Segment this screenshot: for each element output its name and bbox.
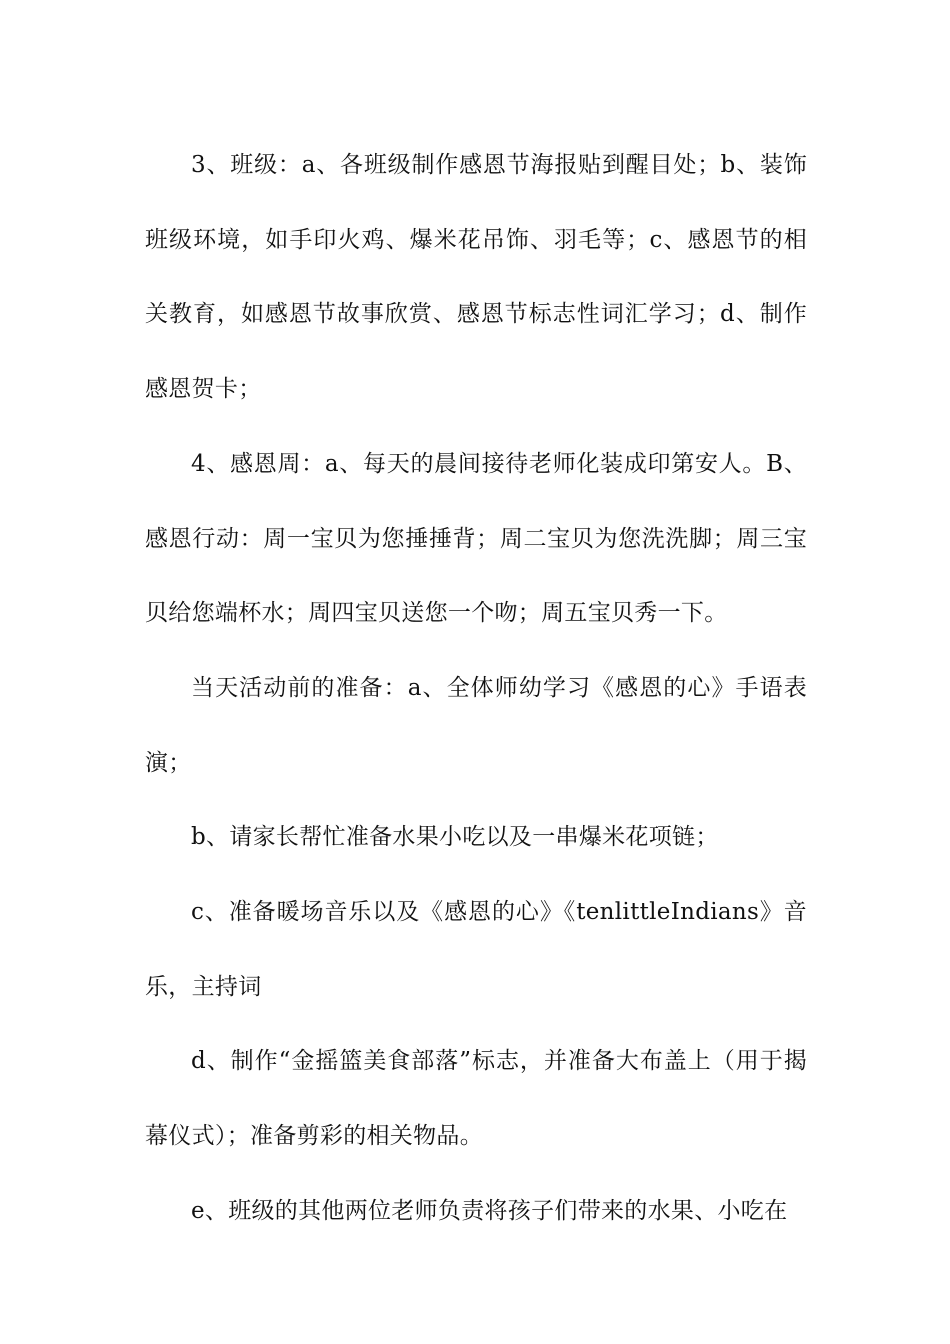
paragraph-item-e: e、班级的其他两位老师负责将孩子们带来的水果、小吃在 bbox=[191, 1197, 788, 1224]
paragraph-item-d: d、制作“金摇篮美食部落”标志，并准备大布盖上（用于揭幕仪式）；准备剪彩的相关物品。 bbox=[145, 1048, 807, 1150]
paragraph-class-activities: 3、班级：a、各班级制作感恩节海报贴到醒目处；b、装饰班级环境，如手印火鸡、爆米花吊饰、羽毛等；c、感恩节的相关教育，如感恩节故事欣赏、感恩节标志性词汇学习；d、制作感恩贺卡； bbox=[145, 152, 807, 403]
paragraph-thanksgiving-week: 4、感恩周：a、每天的晨间接待老师化装成印第安人。B、感恩行动：周一宝贝为您捶捶背；周二宝贝为您洗洗脚；周三宝贝给您端杯水；周四宝贝送您一个吻；周五宝贝秀一下。 bbox=[145, 450, 807, 627]
document-body bbox=[145, 128, 807, 1249]
paragraph-preparation: 当天活动前的准备：a、全体师幼学习《感恩的心》手语表演； bbox=[145, 674, 807, 776]
paragraph-item-b: b、请家长帮忙准备水果小吃以及一串爆米花项链； bbox=[191, 824, 719, 851]
paragraph-item-c: c、准备暖场音乐以及《感恩的心》《tenlittleIndians》音乐，主持词 bbox=[145, 899, 807, 1000]
